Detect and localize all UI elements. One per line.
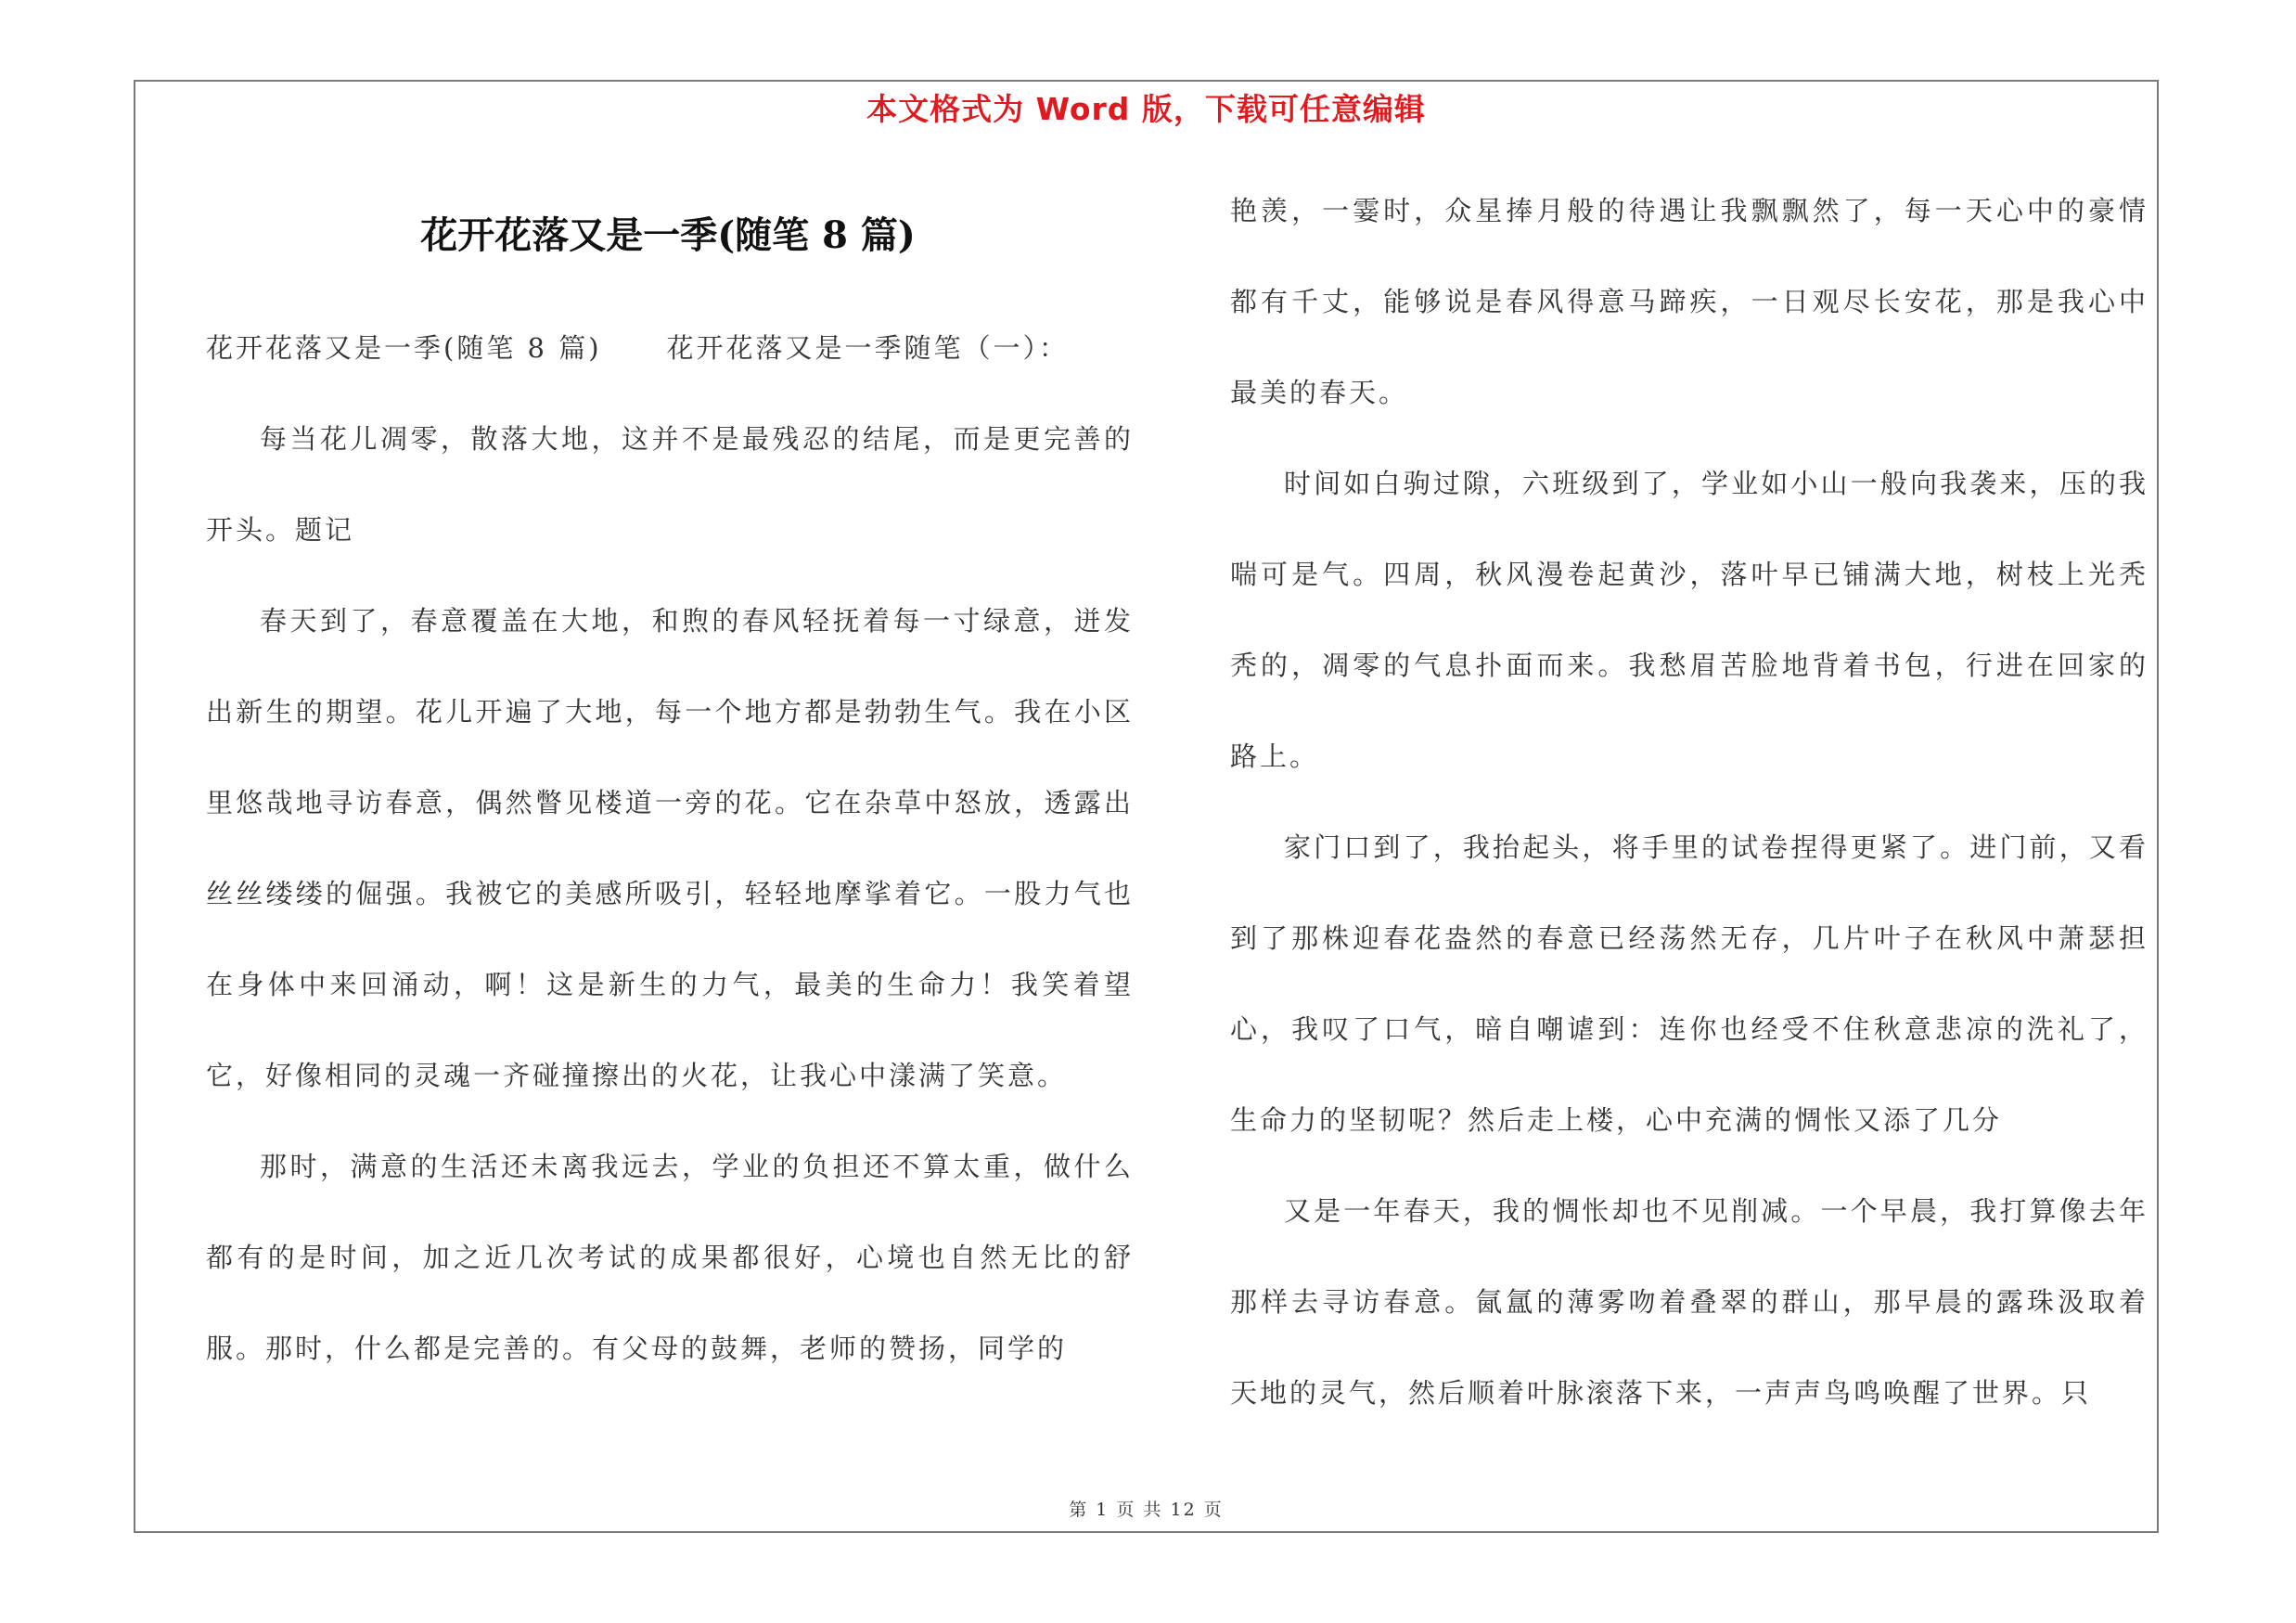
- paragraph: 时间如白驹过隙，六班级到了，学业如小山一般向我袭来，压的我喘可是气。四周，秋风漫卷起黄沙，落叶早已铺满大地，树枝上光秃秃的，凋零的气息扑面而来。我愁眉苦脸地背着书包，行进在回家的路上。: [1230, 468, 2148, 772]
- document-title: 花开花落又是一季(随笔 8 篇): [420, 213, 916, 257]
- intro-section-heading: 花开花落又是一季随笔（一）：: [666, 332, 1070, 364]
- page-number-footer: 第 1 页 共 12 页: [1069, 1500, 1224, 1520]
- paragraph: 春天到了，春意覆盖在大地，和煦的春风轻抚着每一寸绿意，迸发出新生的期望。花儿开遍了大地，每一个地方都是勃勃生气。我在小区里悠哉地寻访春意，偶然瞥见楼道一旁的花。它在杂草中怒放，透露出丝丝缕缕的倔强。我被它的美感所吸引，轻轻地摩挲着它。一股力气也在身体中来回涌动，啊！这是新生的力气，最美的生命力！我笑着望它，好像相同的灵魂一齐碰撞擦出的火花，让我心中漾满了笑意。: [206, 605, 1134, 1091]
- paragraph: 又是一年春天，我的惆怅却也不见削减。一个早晨，我打算像去年那样去寻访春意。氤氲的薄雾吻着叠翠的群山，那早晨的露珠汲取着天地的灵气，然后顺着叶脉滚落下来，一声声鸟鸣唤醒了世界。只: [1230, 1195, 2148, 1409]
- intro-series-title: 花开花落又是一季(随笔 8 篇): [206, 332, 602, 364]
- left-column: [206, 303, 1134, 1394]
- right-column: [1230, 165, 2148, 1438]
- paragraph: 那时，满意的生活还未离我远去，学业的负担还不算太重，做什么都有的是时间，加之近几次考试的成果都很好，心境也自然无比的舒服。那时，什么都是完善的。有父母的鼓舞，老师的赞扬，同学的: [206, 1151, 1134, 1364]
- intro-line: [206, 303, 1134, 393]
- paragraph: 每当花儿凋零，散落大地，这并不是最残忍的结尾，而是更完善的开头。题记: [206, 423, 1134, 546]
- paragraph-continuation: 艳羡，一霎时，众星捧月般的待遇让我飘飘然了，每一天心中的豪情都有千丈，能够说是春风得意马蹄疾，一日观尽长安花，那是我心中最美的春天。: [1230, 195, 2148, 408]
- word-format-banner: 本文格式为 Word 版，下载可任意编辑: [866, 91, 1426, 127]
- paragraph: 家门口到了，我抬起头，将手里的试卷捏得更紧了。进门前，又看到了那株迎春花盎然的春意已经荡然无存，几片叶子在秋风中萧瑟担心，我叹了口气，暗自嘲谑到：连你也经受不住秋意悲凉的洗礼了，生命力的坚韧呢？然后走上楼，心中充满的惆怅又添了几分: [1230, 831, 2148, 1136]
